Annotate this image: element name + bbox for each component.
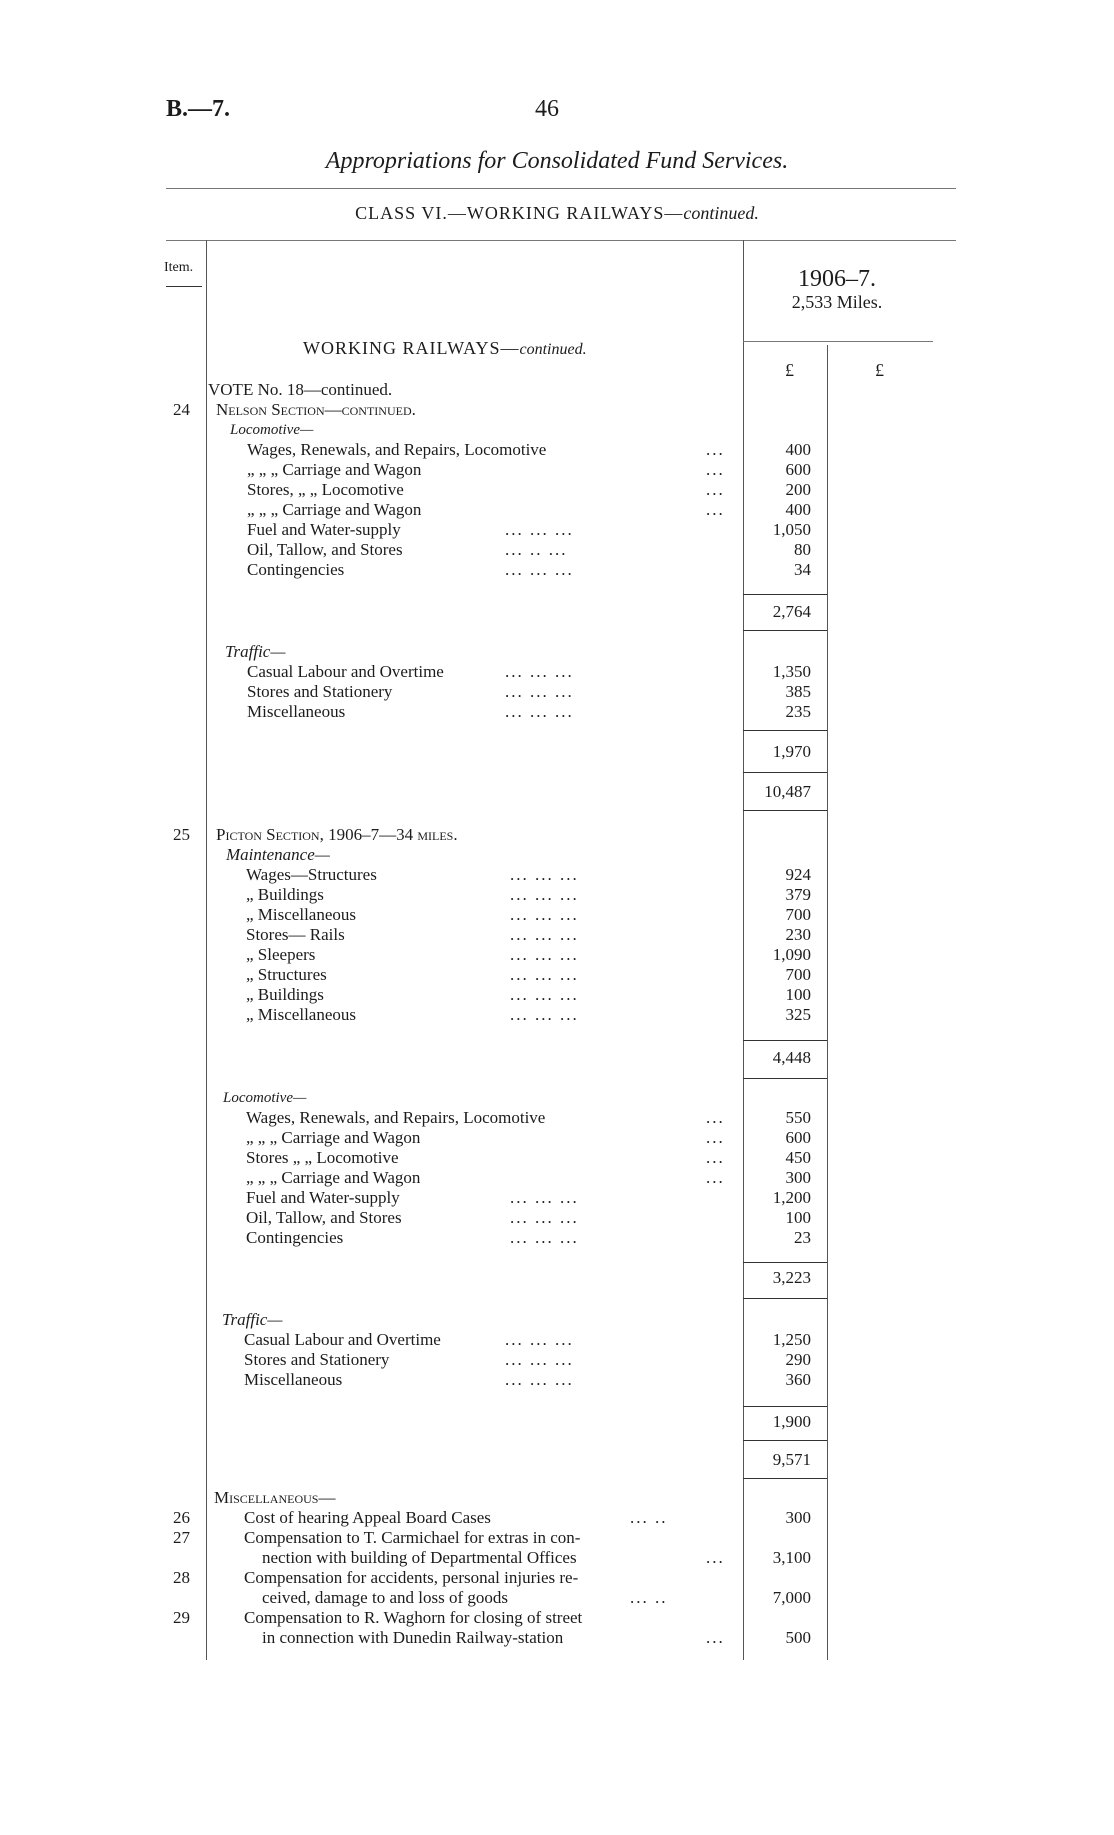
- item-number: 27: [173, 1528, 190, 1547]
- leader-dots: ... ... ...: [510, 1208, 579, 1227]
- nelson-loco-heading: Locomotive—: [230, 422, 314, 438]
- line-item-amount: 34: [794, 560, 811, 579]
- line-item-amount: 1,250: [772, 1330, 811, 1349]
- line-item-amount: 1,200: [772, 1188, 811, 1207]
- year-header: 1906–7.: [798, 266, 876, 292]
- leader-dots: ... ... ...: [510, 1005, 579, 1024]
- picton-section-total-underrule: [743, 1478, 827, 1479]
- line-item-label: „ Buildings: [246, 985, 324, 1004]
- leader-dots: ...: [706, 1168, 725, 1187]
- line-item-label: Stores „ „ Locomotive: [246, 1148, 399, 1167]
- nelson-section-total: 10,487: [764, 782, 811, 801]
- line-item-amount: 500: [785, 1628, 811, 1647]
- line-item-amount: 290: [785, 1350, 811, 1369]
- item-column-header: Item.: [164, 260, 194, 275]
- misc-item-line2: ceived, damage to and loss of goods: [262, 1588, 508, 1607]
- picton-maint-total-rule: [743, 1040, 827, 1041]
- line-item-label: „ „ „ Carriage and Wagon: [246, 1168, 421, 1187]
- line-item-amount: 385: [785, 682, 811, 701]
- line-item-label: Miscellaneous: [244, 1370, 343, 1389]
- line-item-amount: 379: [785, 885, 811, 904]
- line-item-label: Wages—Structures: [246, 865, 377, 884]
- item-number: 28: [173, 1568, 190, 1587]
- picton-maint-total: 4,448: [772, 1048, 811, 1067]
- picton-traffic-heading: Traffic—: [222, 1310, 283, 1329]
- leader-dots: ... ..: [630, 1508, 668, 1527]
- leader-dots: ... ... ...: [505, 560, 574, 579]
- line-item-amount: 924: [785, 865, 811, 884]
- leader-dots: ... .. ...: [505, 540, 568, 559]
- line-item-label: Stores and Stationery: [244, 1350, 390, 1369]
- line-item-label: „ „ „ Carriage and Wagon: [246, 1128, 421, 1147]
- line-item-label: „ Sleepers: [246, 945, 316, 964]
- leader-dots: ... ... ...: [510, 985, 579, 1004]
- misc-item-line1: Compensation to T. Carmichael for extras in con-: [244, 1528, 581, 1547]
- line-item-amount: 600: [785, 460, 811, 479]
- table-top-rule: [166, 240, 956, 241]
- line-item-amount: 23: [794, 1228, 811, 1247]
- line-item-label: Wages, Renewals, and Repairs, Locomotive: [247, 440, 547, 459]
- class-heading: [0, 203, 1114, 224]
- nelson-loco-total-rule: [743, 594, 827, 595]
- nelson-loco-total-underrule: [743, 630, 827, 631]
- line-item-amount: 3,100: [772, 1548, 811, 1567]
- item-number: 29: [173, 1608, 190, 1627]
- nelson-section-total-underrule: [743, 810, 827, 811]
- line-item-label: Oil, Tallow, and Stores: [247, 540, 403, 559]
- line-item-amount: 450: [785, 1148, 811, 1167]
- leader-dots: ... ..: [630, 1588, 668, 1607]
- leader-dots: ... ... ...: [505, 1370, 574, 1389]
- vote-label: [208, 380, 392, 400]
- line-item-amount: 80: [794, 540, 811, 559]
- leader-dots: ...: [706, 1628, 725, 1647]
- misc-item-line1: Compensation for accidents, personal injuries re-: [244, 1568, 579, 1587]
- leader-dots: ... ... ...: [510, 865, 579, 884]
- item-header-underline: [166, 286, 202, 287]
- line-item-amount: 360: [785, 1370, 811, 1389]
- picton-loco-total: 3,223: [772, 1268, 811, 1287]
- section-title: [303, 338, 587, 359]
- leader-dots: ... ... ...: [510, 925, 579, 944]
- line-item-label: „ Structures: [246, 965, 327, 984]
- line-item-label: Miscellaneous: [247, 702, 346, 721]
- section-title-cont: continued.: [519, 341, 587, 358]
- picton-loco-total-rule: [743, 1262, 827, 1263]
- leader-dots: ... ... ...: [510, 945, 579, 964]
- picton-loco-total-underrule: [743, 1298, 827, 1299]
- line-item-amount: 7,000: [772, 1588, 811, 1607]
- leader-dots: ...: [706, 440, 725, 459]
- page-number: 46: [535, 96, 559, 122]
- line-item-amount: 400: [785, 440, 811, 459]
- line-item-amount: 230: [785, 925, 811, 944]
- pound-sign-col2: £: [875, 360, 884, 380]
- line-item-label: Stores— Rails: [246, 925, 345, 944]
- leader-dots: ...: [706, 500, 725, 519]
- line-item-amount: 100: [785, 985, 811, 1004]
- leader-dots: ... ... ...: [505, 682, 574, 701]
- miles-header: 2,533 Miles.: [791, 292, 883, 312]
- line-item-label: Casual Labour and Overtime: [244, 1330, 441, 1349]
- leader-dots: ...: [706, 460, 725, 479]
- item-number: 25: [173, 825, 190, 844]
- line-item-label: Fuel and Water-supply: [246, 1188, 400, 1207]
- line-item-amount: 300: [785, 1508, 811, 1527]
- leader-dots: ... ... ...: [510, 885, 579, 904]
- class-heading-main: CLASS VI.—WORKING RAILWAYS—: [355, 203, 684, 223]
- nelson-traffic-heading: Traffic—: [225, 642, 286, 661]
- year-header-rule: [743, 341, 933, 342]
- leader-dots: ... ... ...: [510, 905, 579, 924]
- line-item-label: Contingencies: [246, 1228, 344, 1247]
- misc-item-line2: in connection with Dunedin Railway-station: [262, 1628, 564, 1647]
- nelson-traffic-total-rule: [743, 730, 827, 731]
- picton-loco-heading: Locomotive—: [223, 1090, 307, 1106]
- line-item-label: „ Buildings: [246, 885, 324, 904]
- document-reference: B.—7.: [166, 96, 231, 122]
- leader-dots: ... ... ...: [505, 662, 574, 681]
- line-item-label: „ Miscellaneous: [246, 905, 356, 924]
- class-heading-cont: continued.: [683, 203, 759, 223]
- leader-dots: ... ... ...: [510, 1188, 579, 1207]
- line-item-label: Contingencies: [247, 560, 345, 579]
- item-column-divider: [206, 240, 207, 1660]
- page-subtitle: [0, 148, 1114, 175]
- leader-dots: ... ... ...: [505, 1330, 574, 1349]
- misc-title: Miscellaneous—: [214, 1488, 336, 1507]
- line-item-amount: 300: [785, 1168, 811, 1187]
- picton-section-total: 9,571: [772, 1450, 811, 1469]
- leader-dots: ...: [706, 1128, 725, 1147]
- leader-dots: ...: [706, 1108, 725, 1127]
- picton-section-title: Picton Section, 1906–7—34 miles.: [216, 825, 458, 844]
- line-item-label: Oil, Tallow, and Stores: [246, 1208, 402, 1227]
- line-item-label: Fuel and Water-supply: [247, 520, 401, 539]
- picton-traffic-total-rule: [743, 1406, 827, 1407]
- nelson-section-total-rule: [743, 772, 827, 773]
- section-title-main: WORKING RAILWAYS—: [303, 338, 520, 358]
- leader-dots: ... ... ...: [505, 520, 574, 539]
- line-item-amount: 235: [785, 702, 811, 721]
- line-item-amount: 700: [785, 965, 811, 984]
- line-item-amount: 1,350: [772, 662, 811, 681]
- line-item-label: „ Miscellaneous: [246, 1005, 356, 1024]
- line-item-amount: 100: [785, 1208, 811, 1227]
- line-item-amount: 325: [785, 1005, 811, 1024]
- total-column-divider: [827, 345, 828, 1660]
- line-item-amount: 700: [785, 905, 811, 924]
- misc-item-line1: Cost of hearing Appeal Board Cases: [244, 1508, 491, 1527]
- line-item-label: Wages, Renewals, and Repairs, Locomotive: [246, 1108, 546, 1127]
- line-item-amount: 200: [785, 480, 811, 499]
- picton-traffic-total: 1,900: [772, 1412, 811, 1431]
- leader-dots: ...: [706, 1548, 725, 1567]
- line-item-amount: 1,090: [772, 945, 811, 964]
- misc-item-line2: nection with building of Departmental Offices: [262, 1548, 577, 1567]
- nelson-section-title: Nelson Section—continued.: [216, 400, 416, 419]
- leader-dots: ... ... ...: [505, 702, 574, 721]
- line-item-label: „ „ „ Carriage and Wagon: [247, 500, 422, 519]
- picton-maint-heading: Maintenance—: [226, 845, 330, 864]
- leader-dots: ...: [706, 1148, 725, 1167]
- pound-sign-col1: £: [785, 360, 794, 380]
- nelson-traffic-total: 1,970: [772, 742, 811, 761]
- vote-label-text: VOTE No. 18—continued.: [208, 380, 393, 399]
- item-number: 24: [173, 400, 190, 419]
- leader-dots: ... ... ...: [505, 1350, 574, 1369]
- line-item-amount: 550: [785, 1108, 811, 1127]
- picton-section-total-rule: [743, 1440, 827, 1441]
- line-item-label: „ „ „ Carriage and Wagon: [247, 460, 422, 479]
- line-item-label: Stores and Stationery: [247, 682, 393, 701]
- line-item-label: Casual Labour and Overtime: [247, 662, 444, 681]
- leader-dots: ...: [706, 480, 725, 499]
- line-item-label: Stores, „ „ Locomotive: [247, 480, 404, 499]
- line-item-amount: 400: [785, 500, 811, 519]
- line-item-amount: 600: [785, 1128, 811, 1147]
- item-number: 26: [173, 1508, 190, 1527]
- nelson-loco-total: 2,764: [772, 602, 811, 621]
- leader-dots: ... ... ...: [510, 965, 579, 984]
- line-item-amount: 1,050: [772, 520, 811, 539]
- picton-maint-total-underrule: [743, 1078, 827, 1079]
- misc-item-line1: Compensation to R. Waghorn for closing of street: [244, 1608, 583, 1627]
- leader-dots: ... ... ...: [510, 1228, 579, 1247]
- header-rule: [166, 188, 956, 189]
- subtitle-text: Appropriations for Consolidated Fund Services.: [325, 148, 789, 174]
